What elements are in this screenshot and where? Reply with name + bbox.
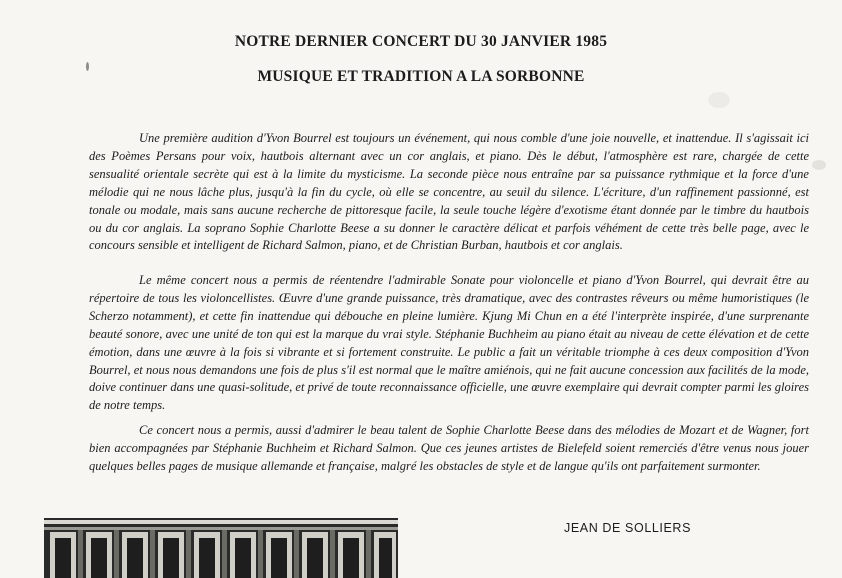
building-photo (44, 518, 398, 578)
paragraph-2-text: Le même concert nous a permis de réentendre l'admirable Sonate pour violoncelle et piano d'Yvon Bourrel, qui devrait être au répertoire de tous les violoncellistes. Œuvre d'une grande puissance, très dramatique, avec des contrastes rêveurs ou même humoristiques (le Scherzo notamment), et cette fin inattendue qui débouche en pleine lumière. Kjung Mi Chun en a été l'interprète inspirée, d'une surprenante beauté sonore, avec une unité de ton qui est la marque du vrai style. Stéphanie Buchheim au piano était au niveau de cette élévation et de cette émotion, dans une œuvre à la fois si vibrante et si fortement construite. Le public a fait un véritable triomphe à ces deux composition d'Yvon Bourrel, et nous nous demandons une fois de plus s'il est normal que le maître amiénois, qui ne fait aucune concession aux facilités de la mode, doive continuer dans une quasi-solitude, et privé de toute reconnaissance officielle, une œuvre exemplaire qui devrait compter parmi les gloires de notre temps. (89, 273, 809, 413)
article-title: NOTRE DERNIER CONCERT DU 30 JANVIER 1985 (234, 33, 608, 50)
paper-speck (812, 160, 826, 170)
author-signature: JEAN DE SOLLIERS (564, 521, 692, 535)
paragraph-3-text: Ce concert nous a permis, aussi d'admirer le beau talent de Sophie Charlotte Beese dans des mélodies de Mozart et de Wagner, fort bien accompagnées par Stéphanie Buchheim et Richard Salmon. Que ces jeunes artistes de Bielefeld soient remerciés d'être venus nous jouer quelques belles pages de musique allemande et française, malgré les obstacles de style et de langue qu'ils ont parfaitement surmonter. (89, 423, 809, 473)
building-facade-image (44, 518, 398, 578)
paper-speck (86, 62, 89, 71)
paragraph-1 (89, 130, 809, 255)
paragraph-3 (89, 422, 809, 476)
paragraph-1-text: Une première audition d'Yvon Bourrel est toujours un événement, qui nous comble d'une joie nouvelle, et inattendue. Il s'agissait ici des Poèmes Persans pour voix, hautbois alternant avec un cor anglais, et piano. Dès le début, l'atmosphère est rare, chargée de cette sensualité orientale secrète qui est à la limite du mysticisme. La seconde pièce nous entraîne par sa puissance rythmique et la force d'une mélodie qui ne nous lâche plus, jusqu'à la fin du cycle, où elle se concentre, au seuil du silence. L'écriture, d'un raffinement passionné, est tonale ou modale, mais sans aucune recherche de pittoresque facile, la seule touche légère d'exotisme étant donnée par le timbre du hautbois ou du cor anglais. La soprano Sophie Charlotte Beese a su donner le caractère délicat et parfois véhément de cette très belle page, avec le concours sensible et intelligent de Richard Salmon, piano, et de Christian Burban, hautbois et cor anglais. (89, 131, 809, 253)
paragraph-2 (89, 272, 809, 415)
paper-speck (708, 92, 730, 108)
article-subtitle: MUSIQUE ET TRADITION A LA SORBONNE (257, 68, 585, 85)
